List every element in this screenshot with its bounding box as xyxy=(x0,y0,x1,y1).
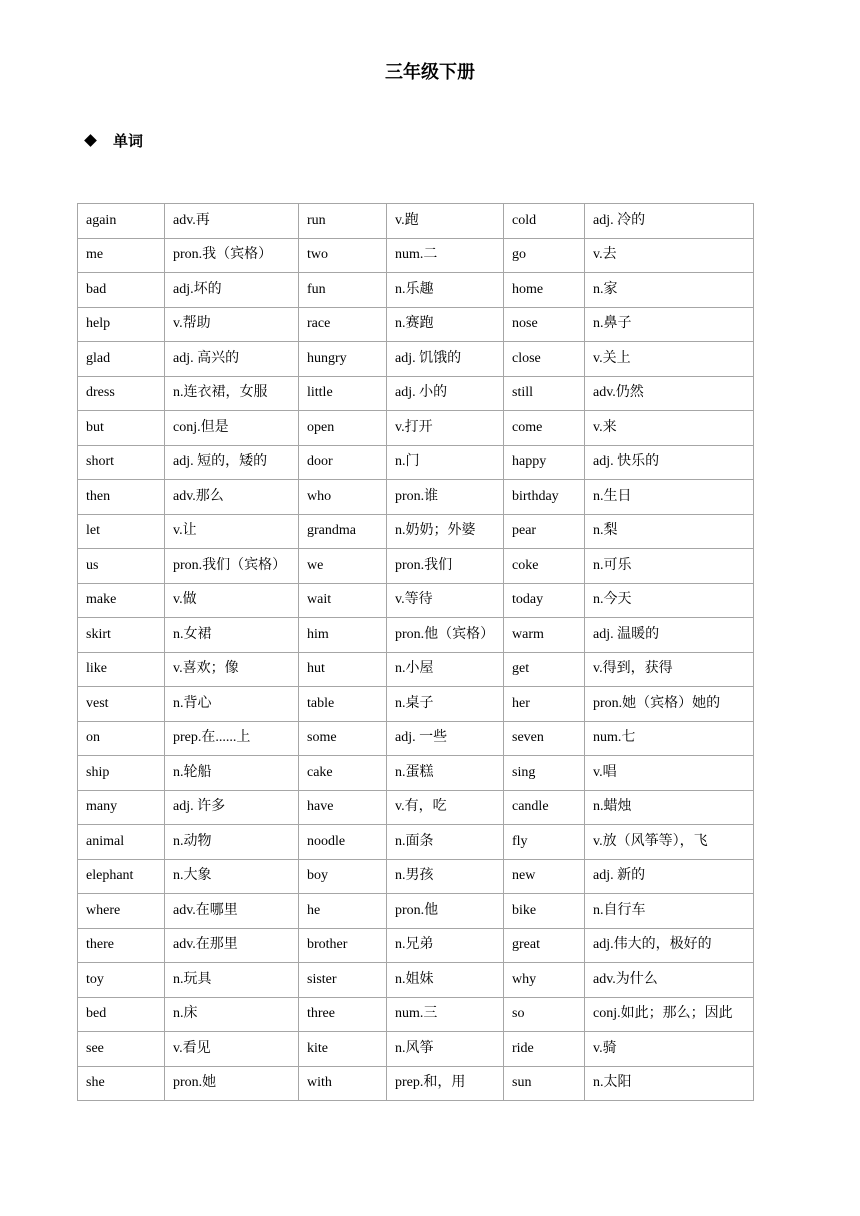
vocab-word-cell: then xyxy=(78,480,165,515)
vocab-word-cell: close xyxy=(504,342,585,377)
vocab-word-cell: two xyxy=(299,238,387,273)
vocab-meaning-cell: adj.伟大的，极好的 xyxy=(585,928,754,963)
vocab-word-cell: coke xyxy=(504,549,585,584)
vocab-meaning-cell: v.看见 xyxy=(165,1032,299,1067)
vocab-word-cell: come xyxy=(504,411,585,446)
vocab-meaning-cell: n.梨 xyxy=(585,514,754,549)
vocab-meaning-cell: pron.他 xyxy=(387,894,504,929)
vocab-meaning-cell: v.喜欢；像 xyxy=(165,652,299,687)
vocab-meaning-cell: adj.坏的 xyxy=(165,273,299,308)
vocab-word-cell: bed xyxy=(78,997,165,1032)
vocab-meaning-cell: n.玩具 xyxy=(165,963,299,998)
vocab-meaning-cell: n.桌子 xyxy=(387,687,504,722)
vocab-word-cell: cold xyxy=(504,204,585,239)
vocab-word-cell: but xyxy=(78,411,165,446)
vocab-meaning-cell: v.去 xyxy=(585,238,754,273)
vocab-meaning-cell: n.可乐 xyxy=(585,549,754,584)
table-row xyxy=(78,1066,754,1101)
vocab-meaning-cell: num.二 xyxy=(387,238,504,273)
vocab-meaning-cell: n.蛋糕 xyxy=(387,756,504,791)
vocab-word-cell: where xyxy=(78,894,165,929)
table-row xyxy=(78,825,754,860)
vocab-word-cell: table xyxy=(299,687,387,722)
vocab-word-cell: birthday xyxy=(504,480,585,515)
vocab-word-cell: go xyxy=(504,238,585,273)
vocab-meaning-cell: n.轮船 xyxy=(165,756,299,791)
vocab-word-cell: still xyxy=(504,376,585,411)
vocab-word-cell: run xyxy=(299,204,387,239)
vocab-meaning-cell: pron.谁 xyxy=(387,480,504,515)
vocab-word-cell: hungry xyxy=(299,342,387,377)
vocab-word-cell: grandma xyxy=(299,514,387,549)
vocab-word-cell: candle xyxy=(504,790,585,825)
vocab-word-cell: have xyxy=(299,790,387,825)
vocab-word-cell: today xyxy=(504,583,585,618)
vocab-meaning-cell: adv.再 xyxy=(165,204,299,239)
table-row xyxy=(78,238,754,273)
vocab-word-cell: he xyxy=(299,894,387,929)
vocab-meaning-cell: adv.为什么 xyxy=(585,963,754,998)
vocab-meaning-cell: pron.我（宾格） xyxy=(165,238,299,273)
vocab-word-cell: get xyxy=(504,652,585,687)
vocab-meaning-cell: adj. 温暖的 xyxy=(585,618,754,653)
vocab-word-cell: short xyxy=(78,445,165,480)
vocab-meaning-cell: adv.在哪里 xyxy=(165,894,299,929)
vocab-meaning-cell: v.等待 xyxy=(387,583,504,618)
vocab-word-cell: like xyxy=(78,652,165,687)
vocab-meaning-cell: conj.如此；那么；因此 xyxy=(585,997,754,1032)
vocab-meaning-cell: num.七 xyxy=(585,721,754,756)
table-row xyxy=(78,514,754,549)
vocab-word-cell: many xyxy=(78,790,165,825)
vocab-meaning-cell: v.让 xyxy=(165,514,299,549)
vocab-meaning-cell: v.放（风筝等），飞 xyxy=(585,825,754,860)
vocab-word-cell: hut xyxy=(299,652,387,687)
vocab-meaning-cell: v.唱 xyxy=(585,756,754,791)
vocab-word-cell: ship xyxy=(78,756,165,791)
vocab-word-cell: kite xyxy=(299,1032,387,1067)
table-row xyxy=(78,480,754,515)
vocab-word-cell: again xyxy=(78,204,165,239)
vocab-word-cell: sun xyxy=(504,1066,585,1101)
vocab-word-cell: noodle xyxy=(299,825,387,860)
table-row xyxy=(78,307,754,342)
vocab-word-cell: sister xyxy=(299,963,387,998)
vocab-word-cell: there xyxy=(78,928,165,963)
vocab-word-cell: on xyxy=(78,721,165,756)
vocab-meaning-cell: adj. 小的 xyxy=(387,376,504,411)
vocab-meaning-cell: n.奶奶；外婆 xyxy=(387,514,504,549)
vocab-meaning-cell: v.得到，获得 xyxy=(585,652,754,687)
vocab-word-cell: me xyxy=(78,238,165,273)
vocab-word-cell: home xyxy=(504,273,585,308)
table-row xyxy=(78,756,754,791)
table-row xyxy=(78,687,754,722)
vocab-meaning-cell: n.家 xyxy=(585,273,754,308)
vocab-meaning-cell: pron.她（宾格）她的 xyxy=(585,687,754,722)
vocab-word-cell: why xyxy=(504,963,585,998)
vocab-meaning-cell: v.骑 xyxy=(585,1032,754,1067)
vocab-meaning-cell: adj. 许多 xyxy=(165,790,299,825)
vocab-word-cell: elephant xyxy=(78,859,165,894)
vocab-meaning-cell: n.太阳 xyxy=(585,1066,754,1101)
vocabulary-table xyxy=(77,203,754,1101)
vocab-meaning-cell: v.帮助 xyxy=(165,307,299,342)
table-row xyxy=(78,411,754,446)
section-heading xyxy=(84,127,143,153)
vocab-word-cell: some xyxy=(299,721,387,756)
table-row xyxy=(78,963,754,998)
vocab-meaning-cell: n.女裙 xyxy=(165,618,299,653)
vocab-word-cell: fly xyxy=(504,825,585,860)
vocab-meaning-cell: n.生日 xyxy=(585,480,754,515)
vocab-meaning-cell: n.乐趣 xyxy=(387,273,504,308)
table-row xyxy=(78,204,754,239)
vocab-word-cell: bike xyxy=(504,894,585,929)
vocab-word-cell: pear xyxy=(504,514,585,549)
vocab-meaning-cell: n.男孩 xyxy=(387,859,504,894)
vocab-meaning-cell: pron.我们 xyxy=(387,549,504,584)
vocab-word-cell: help xyxy=(78,307,165,342)
vocab-meaning-cell: adj. 一些 xyxy=(387,721,504,756)
vocab-word-cell: make xyxy=(78,583,165,618)
vocab-meaning-cell: prep.和，用 xyxy=(387,1066,504,1101)
vocab-word-cell: who xyxy=(299,480,387,515)
table-row xyxy=(78,273,754,308)
vocab-word-cell: fun xyxy=(299,273,387,308)
vocab-meaning-cell: n.面条 xyxy=(387,825,504,860)
vocab-meaning-cell: v.关上 xyxy=(585,342,754,377)
vocab-meaning-cell: adj. 短的，矮的 xyxy=(165,445,299,480)
vocab-meaning-cell: n.小屋 xyxy=(387,652,504,687)
vocab-meaning-cell: n.兄弟 xyxy=(387,928,504,963)
vocab-word-cell: him xyxy=(299,618,387,653)
vocab-word-cell: glad xyxy=(78,342,165,377)
vocab-word-cell: seven xyxy=(504,721,585,756)
vocab-meaning-cell: adv.那么 xyxy=(165,480,299,515)
vocab-word-cell: let xyxy=(78,514,165,549)
vocab-word-cell: she xyxy=(78,1066,165,1101)
section-label: 单词 xyxy=(113,131,144,150)
vocab-word-cell: animal xyxy=(78,825,165,860)
diamond-bullet-icon xyxy=(84,134,97,147)
vocab-meaning-cell: adv.仍然 xyxy=(585,376,754,411)
vocab-word-cell: three xyxy=(299,997,387,1032)
table-row xyxy=(78,549,754,584)
vocab-meaning-cell: n.鼻子 xyxy=(585,307,754,342)
vocab-word-cell: great xyxy=(504,928,585,963)
vocab-meaning-cell: adj. 快乐的 xyxy=(585,445,754,480)
vocab-word-cell: bad xyxy=(78,273,165,308)
vocab-meaning-cell: v.跑 xyxy=(387,204,504,239)
vocab-word-cell: sing xyxy=(504,756,585,791)
vocab-word-cell: cake xyxy=(299,756,387,791)
vocab-meaning-cell: n.风筝 xyxy=(387,1032,504,1067)
vocab-word-cell: nose xyxy=(504,307,585,342)
vocab-meaning-cell: adj. 高兴的 xyxy=(165,342,299,377)
vocab-meaning-cell: v.有，吃 xyxy=(387,790,504,825)
table-row xyxy=(78,376,754,411)
vocab-meaning-cell: n.连衣裙，女服 xyxy=(165,376,299,411)
table-row xyxy=(78,928,754,963)
vocab-word-cell: with xyxy=(299,1066,387,1101)
vocab-word-cell: skirt xyxy=(78,618,165,653)
vocab-word-cell: door xyxy=(299,445,387,480)
table-row xyxy=(78,618,754,653)
vocab-meaning-cell: pron.我们（宾格） xyxy=(165,549,299,584)
vocab-word-cell: happy xyxy=(504,445,585,480)
vocab-word-cell: boy xyxy=(299,859,387,894)
table-row xyxy=(78,652,754,687)
vocab-word-cell: so xyxy=(504,997,585,1032)
table-row xyxy=(78,859,754,894)
table-row xyxy=(78,1032,754,1067)
vocab-meaning-cell: n.床 xyxy=(165,997,299,1032)
vocab-meaning-cell: num.三 xyxy=(387,997,504,1032)
table-row xyxy=(78,894,754,929)
vocab-word-cell: race xyxy=(299,307,387,342)
vocab-word-cell: new xyxy=(504,859,585,894)
vocab-word-cell: vest xyxy=(78,687,165,722)
table-row xyxy=(78,583,754,618)
vocab-meaning-cell: adj. 饥饿的 xyxy=(387,342,504,377)
vocab-meaning-cell: adj. 新的 xyxy=(585,859,754,894)
vocab-meaning-cell: n.今天 xyxy=(585,583,754,618)
vocab-meaning-cell: conj.但是 xyxy=(165,411,299,446)
vocab-meaning-cell: pron.她 xyxy=(165,1066,299,1101)
vocab-meaning-cell: adj. 冷的 xyxy=(585,204,754,239)
table-row xyxy=(78,342,754,377)
vocab-meaning-cell: pron.他（宾格） xyxy=(387,618,504,653)
vocab-word-cell: ride xyxy=(504,1032,585,1067)
table-row xyxy=(78,790,754,825)
vocab-meaning-cell: n.背心 xyxy=(165,687,299,722)
vocab-meaning-cell: n.动物 xyxy=(165,825,299,860)
table-row xyxy=(78,997,754,1032)
vocab-meaning-cell: n.赛跑 xyxy=(387,307,504,342)
vocab-meaning-cell: prep.在......上 xyxy=(165,721,299,756)
vocab-word-cell: brother xyxy=(299,928,387,963)
vocab-word-cell: toy xyxy=(78,963,165,998)
vocab-word-cell: wait xyxy=(299,583,387,618)
table-row xyxy=(78,445,754,480)
vocab-word-cell: us xyxy=(78,549,165,584)
vocab-meaning-cell: n.大象 xyxy=(165,859,299,894)
page-title: 三年级下册 xyxy=(385,62,475,83)
vocab-word-cell: little xyxy=(299,376,387,411)
vocab-word-cell: warm xyxy=(504,618,585,653)
vocab-meaning-cell: v.来 xyxy=(585,411,754,446)
vocab-word-cell: her xyxy=(504,687,585,722)
vocab-word-cell: see xyxy=(78,1032,165,1067)
vocab-meaning-cell: v.打开 xyxy=(387,411,504,446)
vocab-meaning-cell: n.自行车 xyxy=(585,894,754,929)
vocab-meaning-cell: n.门 xyxy=(387,445,504,480)
vocab-word-cell: dress xyxy=(78,376,165,411)
vocab-meaning-cell: v.做 xyxy=(165,583,299,618)
vocab-meaning-cell: n.蜡烛 xyxy=(585,790,754,825)
vocab-meaning-cell: adv.在那里 xyxy=(165,928,299,963)
vocab-word-cell: open xyxy=(299,411,387,446)
vocab-word-cell: we xyxy=(299,549,387,584)
table-row xyxy=(78,721,754,756)
vocab-meaning-cell: n.姐妹 xyxy=(387,963,504,998)
